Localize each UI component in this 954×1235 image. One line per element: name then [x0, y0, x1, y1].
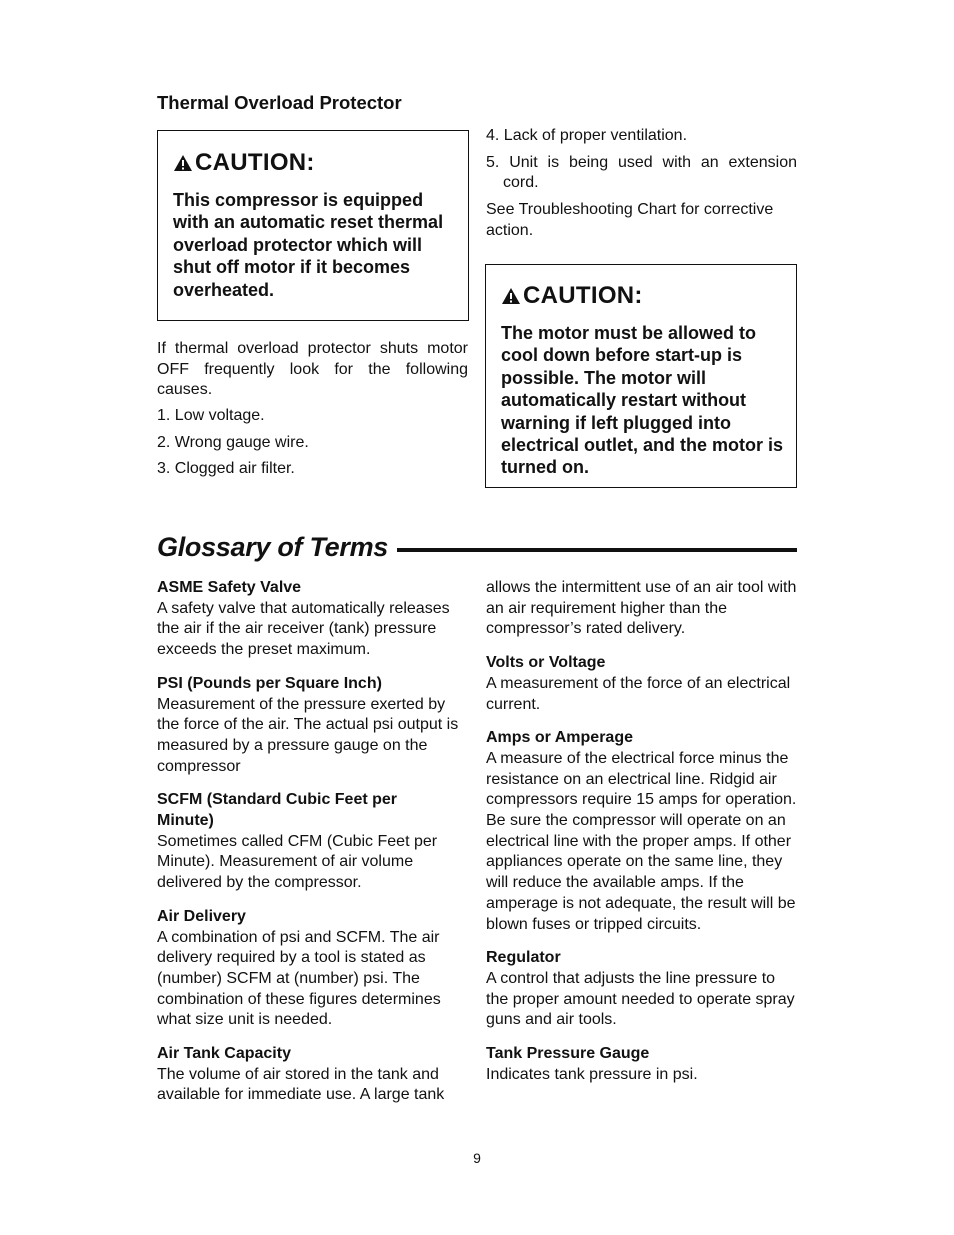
glossary-entry [157, 674, 469, 778]
glossary-term: Air Delivery [157, 907, 246, 925]
glossary-definition: Measurement of the pressure exerted by the force of the air. The actual psi output is measured by a pressure gauge on the compressor [157, 695, 459, 775]
glossary-entry [157, 790, 469, 894]
glossary-definition: A measurement of the force of an electrical current. [486, 674, 791, 713]
caution-box-cooldown [485, 264, 797, 488]
glossary-continuation: allows the intermittent use of an air tool with an air requirement higher than the compressor’s rated delivery. [486, 579, 797, 638]
glossary-rule [397, 548, 797, 552]
glossary-term: Air Tank Capacity [157, 1045, 291, 1063]
glossary-definition: A safety valve that automatically releases the air if the air receiver (tank) pressure exceeds the preset maximum. [157, 599, 450, 659]
list-item: 2. Wrong gauge wire. [157, 433, 309, 451]
glossary-term: ASME Safety Valve [157, 579, 302, 596]
glossary-left-column [157, 578, 469, 1119]
section-title: Thermal Overload Protector [157, 92, 402, 113]
glossary-term: Regulator [486, 949, 561, 967]
see-troubleshooting-text: See Troubleshooting Chart for corrective action. [486, 201, 774, 239]
glossary-entry [486, 948, 797, 1031]
glossary-term: PSI (Pounds per Square Inch) [157, 674, 382, 692]
glossary-entry [157, 1044, 469, 1106]
glossary-definition: Indicates tank pressure in psi. [486, 1065, 698, 1083]
glossary-definition: Sometimes called CFM (Cubic Feet per Minute). Measurement of air volume delivered by the compressor. [157, 832, 438, 892]
glossary-title: Glossary of Terms [157, 532, 388, 562]
glossary-entry [157, 907, 469, 1031]
warning-triangle-icon [173, 154, 193, 172]
glossary-entry [157, 578, 469, 661]
thermal-paragraph: If thermal overload protector shuts motor OFF frequently look for the following causes. [157, 340, 468, 399]
glossary-term: Tank Pressure Gauge [486, 1045, 650, 1063]
list-item: 4. Lack of proper ventilation. [486, 127, 688, 144]
list-item: 3. Clogged air filter. [157, 460, 295, 478]
glossary-term: Amps or Amperage [486, 729, 633, 747]
warning-triangle-icon [501, 287, 521, 305]
caution-text: This compressor is equipped with an automatic reset thermal overload protector which will shut off motor if it becomes overheated. [173, 190, 444, 300]
caution-heading [173, 149, 454, 177]
glossary-definition: A control that adjusts the line pressure to the proper amount needed to operate spray guns and air tools. [486, 969, 795, 1029]
glossary-definition: A combination of psi and SCFM. The air delivery required by a tool is stated as (number) SCFM at (number) psi. The combination of these figures determines what size unit is needed. [157, 928, 441, 1029]
glossary-entry [486, 1044, 797, 1085]
glossary-right-column [486, 578, 797, 1098]
glossary-definition: The volume of air stored in the tank and available for immediate use. A large tank [157, 1065, 445, 1104]
caution-box-thermal [157, 130, 469, 321]
caution-text: The motor must be allowed to cool down before start-up is possible. The motor will automatically restart without warning if left plugged into electrical outlet, and the motor is turned on. [501, 323, 784, 478]
glossary-definition: A measure of the electrical force minus the resistance on an electrical line. Ridgid air compressors require 15 amps for operation. Be sure the compressor will operate on an electrical line with the proper amps. If other appliances operate on the same line, they will reduce the available amps. If the amperage is not adequate, the result will be blown fuses or tripped circuits. [486, 749, 797, 933]
list-item: 5. Unit is being used with an extension cord. [486, 153, 797, 192]
causes-list-right [486, 126, 797, 242]
glossary-term: SCFM (Standard Cubic Feet per Minute) [157, 791, 398, 830]
caution-label: CAUTION: [195, 149, 315, 176]
glossary-entry [486, 728, 797, 935]
glossary-term: Volts or Voltage [486, 654, 606, 672]
caution-heading [501, 282, 786, 310]
list-item: 1. Low voltage. [157, 407, 265, 424]
causes-list-left [157, 406, 468, 480]
caution-label: CAUTION: [523, 282, 643, 309]
page-number: 9 [473, 1150, 481, 1166]
glossary-entry [486, 653, 797, 715]
